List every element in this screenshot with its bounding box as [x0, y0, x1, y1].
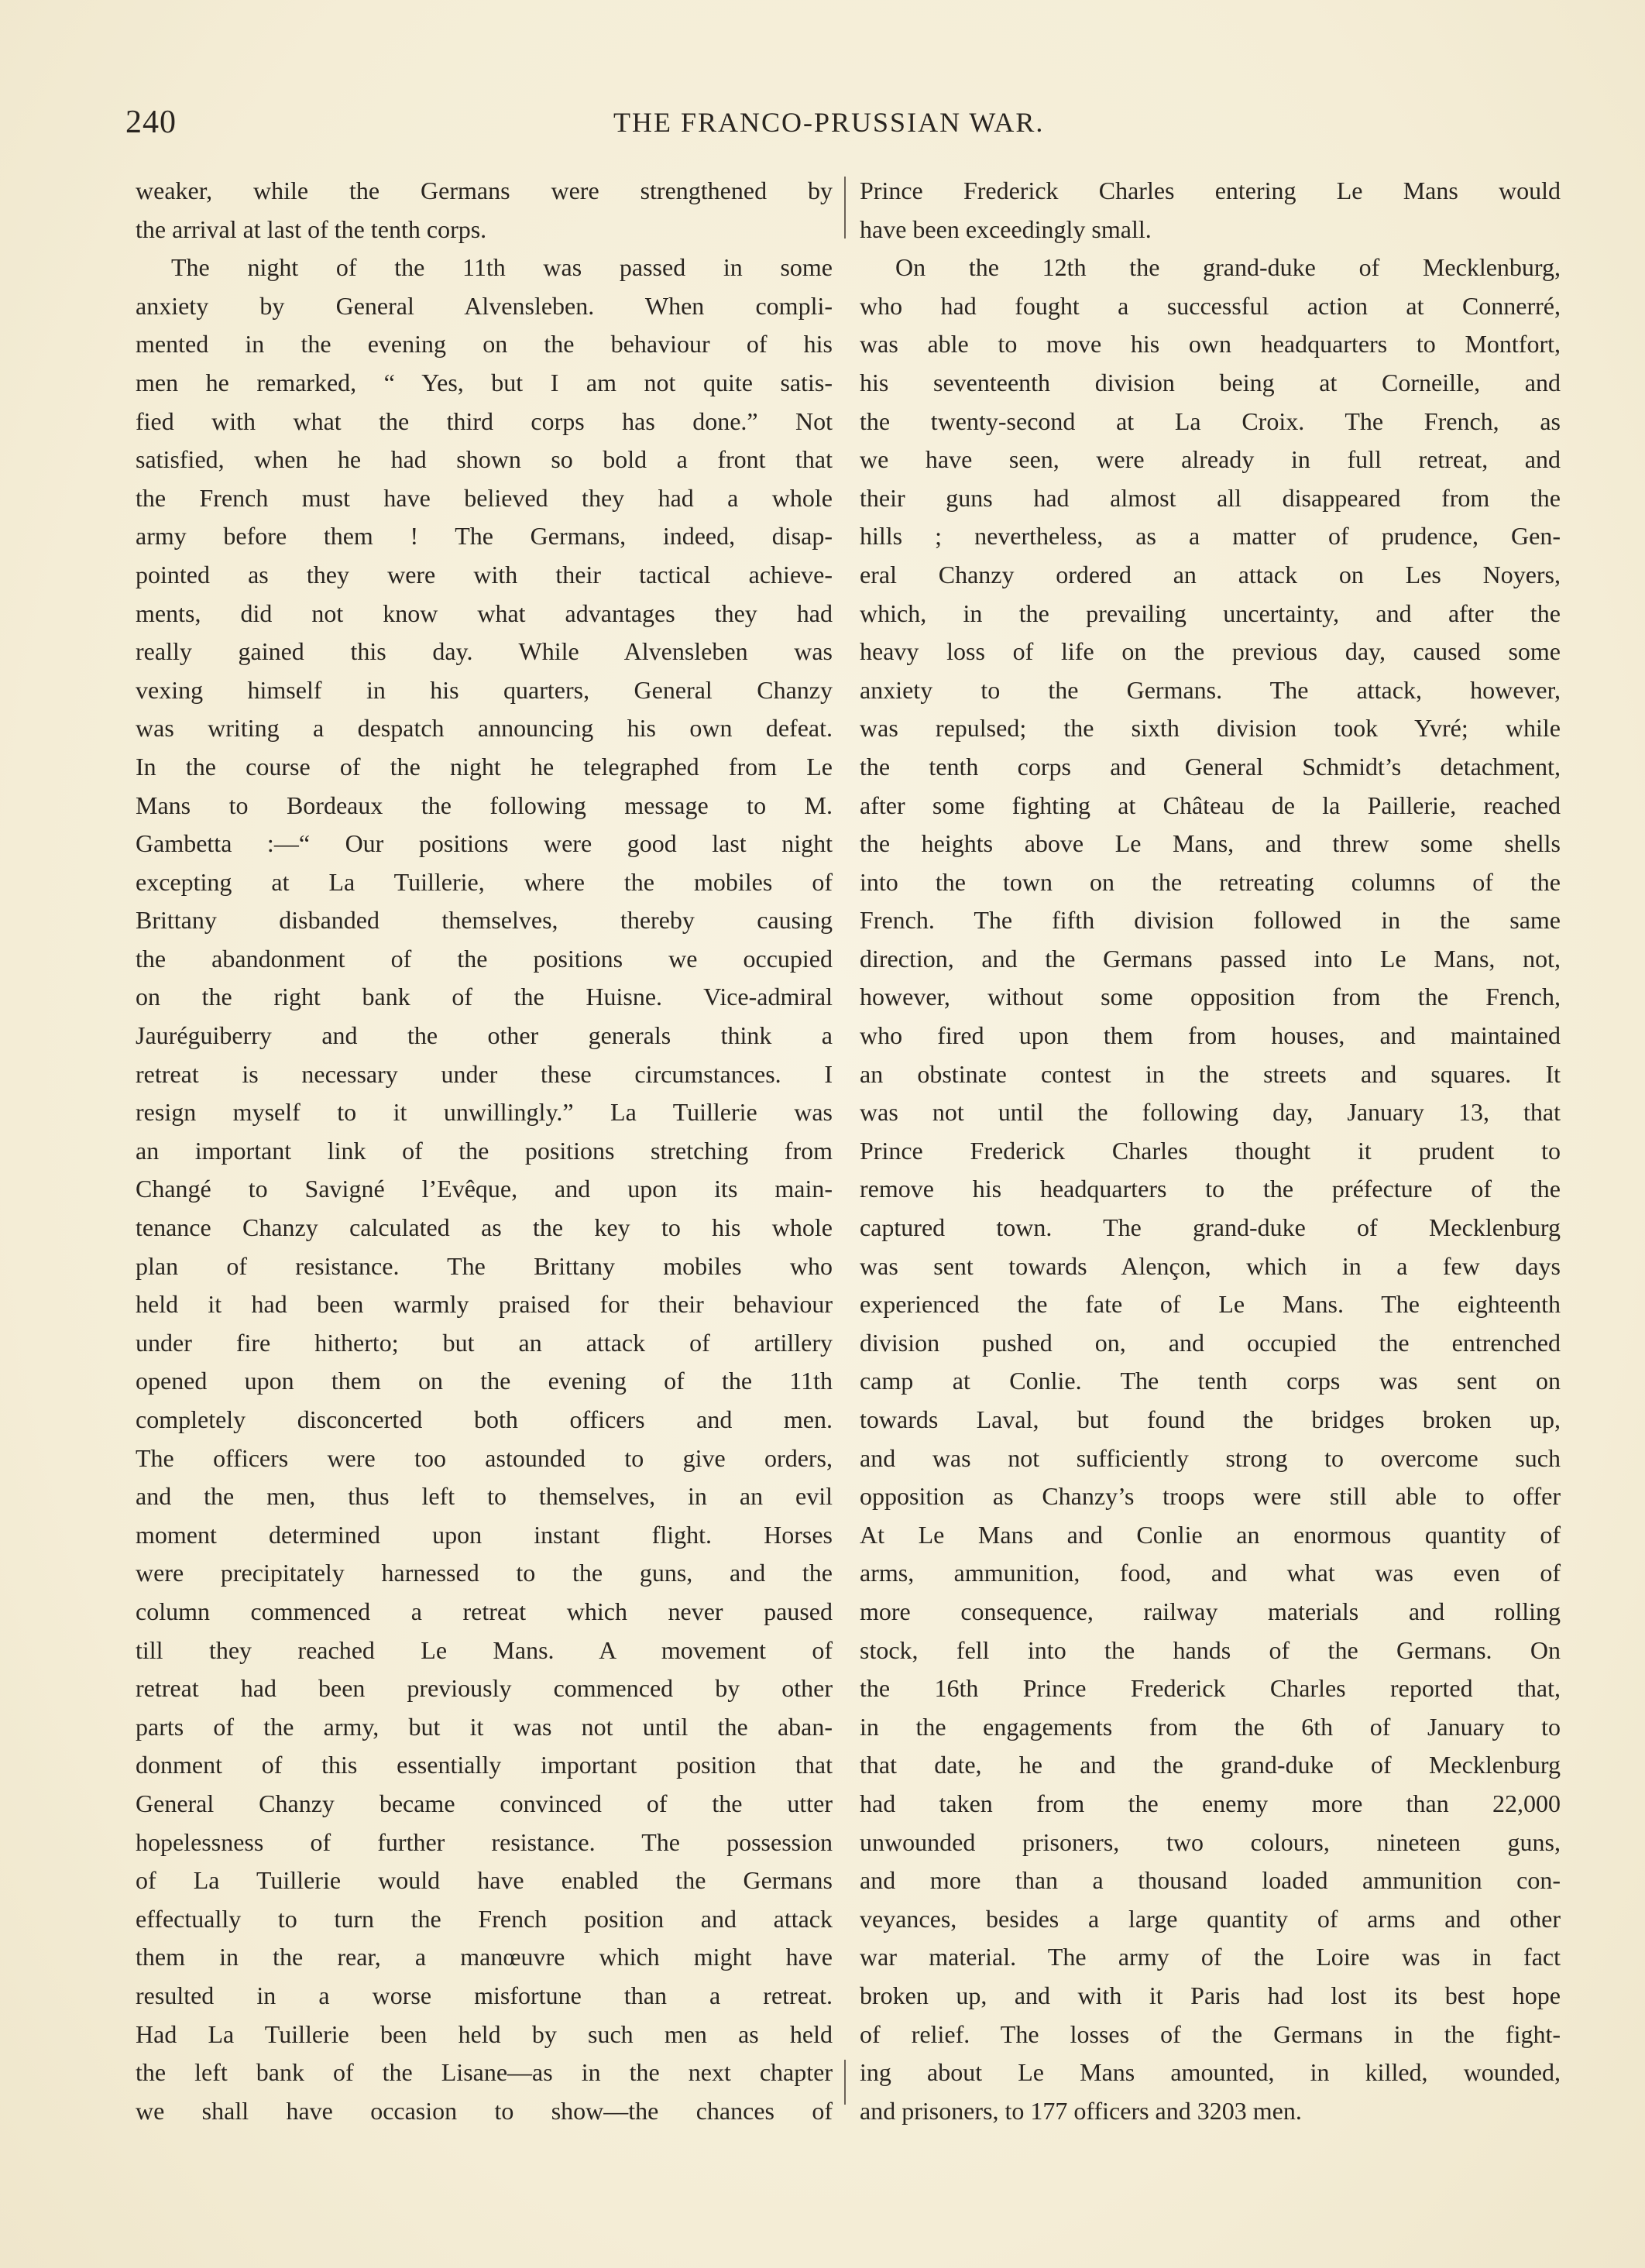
text-line: who had fought a successful action at Connerré, [860, 291, 1561, 320]
text-line: heavy loss of life on the previous day, caused some [860, 637, 1561, 666]
text-line: Had La Tuillerie been held by such men as held [136, 2019, 833, 2048]
text-line: after some fighting at Château de la Paillerie, reached [860, 791, 1561, 819]
text-line: till they reached Le Mans. A movement of [136, 1635, 833, 1664]
text-line: satisfied, when he had shown so bold a front that [136, 445, 833, 474]
text-line: Gambetta :—“ Our positions were good last night [136, 829, 833, 858]
text-line: resign myself to it unwillingly.” La Tuillerie was [136, 1098, 833, 1127]
text-line: ments, did not know what advantages they had [136, 599, 833, 627]
text-line: have been exceedingly small. [860, 214, 1152, 243]
text-line: The night of the 11th was passed in some [171, 253, 833, 282]
text-line: plan of resistance. The Brittany mobiles who [136, 1251, 833, 1280]
text-line: tenance Chanzy calculated as the key to his whole [136, 1213, 833, 1242]
right-column [860, 172, 1561, 2130]
text-line: experienced the fate of Le Mans. The eighteenth [860, 1290, 1561, 1319]
text-line: the tenth corps and General Schmidt’s detachment, [860, 752, 1561, 781]
text-line: and was not sufficiently strong to overcome such [860, 1443, 1561, 1472]
text-line: in the engagements from the 6th of January to [860, 1712, 1561, 1741]
text-line: anxiety to the Germans. The attack, however, [860, 675, 1561, 704]
text-line: division pushed on, and occupied the entrenched [860, 1328, 1561, 1357]
text-line: Prince Frederick Charles thought it prudent to [860, 1136, 1561, 1165]
text-line: the twenty-second at La Croix. The French, as [860, 407, 1561, 435]
text-line: more consequence, railway materials and rolling [860, 1597, 1561, 1625]
text-line: On the 12th the grand-duke of Mecklenburg, [895, 253, 1561, 282]
text-line: war material. The army of the Loire was in fact [860, 1943, 1561, 1971]
left-column [136, 172, 833, 2130]
text-line: was sent towards Alençon, which in a few days [860, 1251, 1561, 1280]
text-line: vexing himself in his quarters, General Chanzy [136, 675, 833, 704]
text-line: of relief. The losses of the Germans in the fight- [860, 2019, 1561, 2048]
text-line: the 16th Prince Frederick Charles reported that, [860, 1674, 1561, 1703]
text-line: was able to move his own headquarters to Montfort, [860, 330, 1561, 359]
text-line: towards Laval, but found the bridges broken up, [860, 1405, 1561, 1433]
text-line: retreat had been previously commenced by other [136, 1674, 833, 1703]
text-line: moment determined upon instant flight. Horses [136, 1520, 833, 1549]
text-line: captured town. The grand-duke of Mecklenburg [860, 1213, 1561, 1242]
text-line: Mans to Bordeaux the following message to M. [136, 791, 833, 819]
text-line: them in the rear, a manœuvre which might have [136, 1943, 833, 1971]
text-line: were precipitately harnessed to the guns, and the [136, 1559, 833, 1587]
text-line: mented in the evening on the behaviour of his [136, 330, 833, 359]
text-line: army before them ! The Germans, indeed, disap- [136, 522, 833, 551]
column-divider-bottom [844, 2060, 846, 2105]
text-line: was writing a despatch announcing his own defeat. [136, 714, 833, 743]
text-line: French. The fifth division followed in the same [860, 906, 1561, 935]
text-line: retreat is necessary under these circumstances. I [136, 1059, 833, 1088]
text-line: really gained this day. While Alvensleben was [136, 637, 833, 666]
text-line: an important link of the positions stretching from [136, 1136, 833, 1165]
text-line: his seventeenth division being at Corneille, and [860, 368, 1561, 396]
text-line: hopelessness of further resistance. The possession [136, 1827, 833, 1856]
text-line: opened upon them on the evening of the 11th [136, 1367, 833, 1395]
text-line: which, in the prevailing uncertainty, and after the [860, 599, 1561, 627]
text-line: excepting at La Tuillerie, where the mobiles of [136, 867, 833, 896]
text-line: eral Chanzy ordered an attack on Les Noyers, [860, 560, 1561, 588]
text-line: an obstinate contest in the streets and squares. It [860, 1059, 1561, 1088]
text-line: fied with what the third corps has done.” Not [136, 407, 833, 435]
text-line: and more than a thousand loaded ammunition con- [860, 1866, 1561, 1895]
text-line: column commenced a retreat which never paused [136, 1597, 833, 1625]
column-divider-top [844, 177, 846, 238]
text-line: we shall have occasion to show—the chances of [136, 2096, 833, 2125]
text-line: had taken from the enemy more than 22,000 [860, 1789, 1561, 1817]
text-line: At Le Mans and Conlie an enormous quantity of [860, 1520, 1561, 1549]
text-line: parts of the army, but it was not until the aban- [136, 1712, 833, 1741]
text-line: anxiety by General Alvensleben. When compli- [136, 291, 833, 320]
text-line: the heights above Le Mans, and threw some shells [860, 829, 1561, 858]
text-line: the left bank of the Lisane—as in the next chapter [136, 2058, 833, 2087]
text-line: The officers were too astounded to give orders, [136, 1443, 833, 1472]
text-line: Changé to Savigné l’Evêque, and upon its main- [136, 1175, 833, 1203]
text-line: Jauréguiberry and the other generals think a [136, 1021, 833, 1050]
text-line: and prisoners, to 177 officers and 3203 men. [860, 2096, 1302, 2125]
text-line: arms, ammunition, food, and what was even of [860, 1559, 1561, 1587]
text-line: ing about Le Mans amounted, in killed, wounded, [860, 2058, 1561, 2087]
text-line: stock, fell into the hands of the Germans. On [860, 1635, 1561, 1664]
text-line: remove his headquarters to the préfecture of the [860, 1175, 1561, 1203]
text-line: men he remarked, “ Yes, but I am not quite satis- [136, 368, 833, 396]
text-line: opposition as Chanzy’s troops were still able to offer [860, 1482, 1561, 1511]
text-line: the arrival at last of the tenth corps. [136, 214, 487, 243]
text-line: broken up, and with it Paris had lost its best hope [860, 1981, 1561, 2009]
text-line: General Chanzy became convinced of the utter [136, 1789, 833, 1817]
text-line: on the right bank of the Huisne. Vice-admiral [136, 983, 833, 1011]
text-line: that date, he and the grand-duke of Mecklenburg [860, 1751, 1561, 1779]
text-line: however, without some opposition from the French, [860, 983, 1561, 1011]
text-line: of La Tuillerie would have enabled the Germans [136, 1866, 833, 1895]
text-line: under fire hitherto; but an attack of artillery [136, 1328, 833, 1357]
text-line: completely disconcerted both officers and men. [136, 1405, 833, 1433]
text-line: In the course of the night he telegraphed from Le [136, 752, 833, 781]
text-line: the French must have believed they had a whole [136, 483, 833, 512]
text-line: donment of this essentially important position that [136, 1751, 833, 1779]
text-line: veyances, besides a large quantity of arms and other [860, 1904, 1561, 1933]
text-line: resulted in a worse misfortune than a retreat. [136, 1981, 833, 2009]
page-number: 240 [125, 105, 177, 140]
text-line: Prince Frederick Charles entering Le Mans would [860, 177, 1561, 204]
text-line: unwounded prisoners, two colours, nineteen guns, [860, 1827, 1561, 1856]
text-line: their guns had almost all disappeared from the [860, 483, 1561, 512]
text-line: the abandonment of the positions we occupied [136, 944, 833, 973]
running-title: THE FRANCO-PRUSSIAN WAR. [613, 107, 1045, 138]
text-line: was not until the following day, January 13, that [860, 1098, 1561, 1127]
page-header [125, 99, 1581, 146]
text-line: direction, and the Germans passed into Le Mans, not, [860, 944, 1561, 973]
text-line: pointed as they were with their tactical achieve- [136, 560, 833, 588]
text-line: into the town on the retreating columns of the [860, 867, 1561, 896]
text-line: held it had been warmly praised for their behaviour [136, 1290, 833, 1319]
text-line: we have seen, were already in full retreat, and [860, 445, 1561, 474]
text-line: was repulsed; the sixth division took Yvré; while [860, 714, 1561, 743]
text-line: camp at Conlie. The tenth corps was sent on [860, 1367, 1561, 1395]
text-line: who fired upon them from houses, and maintained [860, 1021, 1561, 1050]
text-line: weaker, while the Germans were strengthened by [136, 177, 833, 204]
text-line: Brittany disbanded themselves, thereby causing [136, 906, 833, 935]
text-line: and the men, thus left to themselves, in an evil [136, 1482, 833, 1511]
text-line: effectually to turn the French position and attack [136, 1904, 833, 1933]
text-line: hills ; nevertheless, as a matter of prudence, Gen- [860, 522, 1561, 551]
